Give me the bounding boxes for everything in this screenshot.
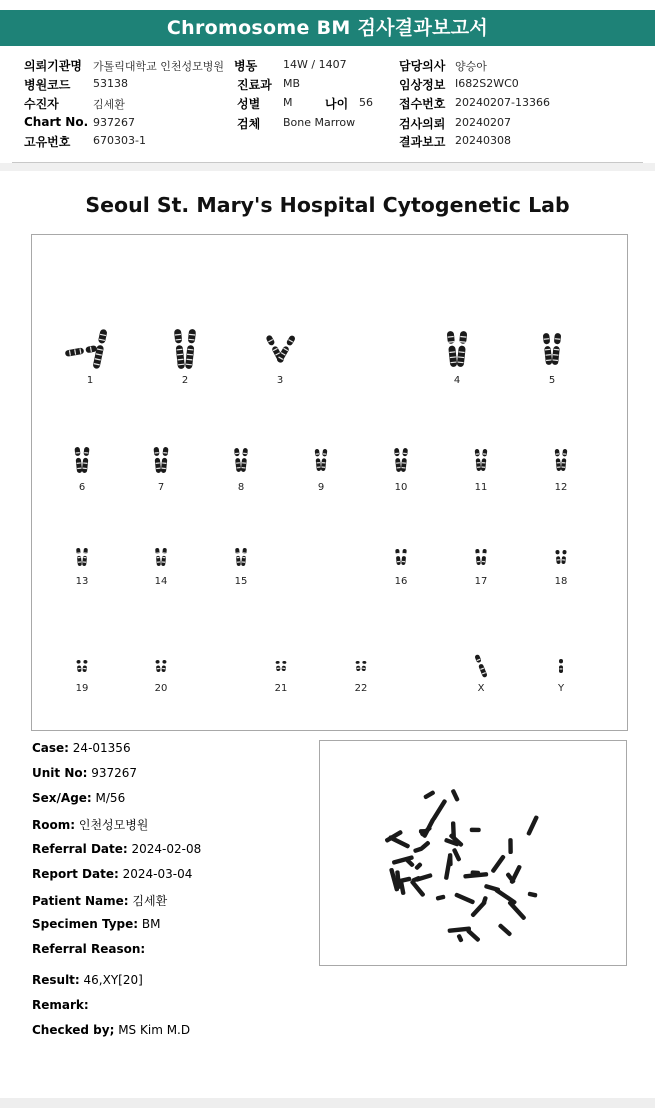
metaphase-panel bbox=[319, 740, 627, 966]
info-col1-4-value: 670303-1 bbox=[93, 134, 146, 147]
metaphase-chromosome bbox=[454, 892, 475, 905]
info-col1-0-label: 의뢰기관명 bbox=[24, 59, 82, 73]
metaphase-image bbox=[320, 741, 626, 965]
chromosome-label-4: 4 bbox=[453, 375, 461, 386]
detail-label: Room: bbox=[32, 818, 76, 832]
detail-row bbox=[32, 973, 143, 987]
detail-value: 2024-03-04 bbox=[118, 867, 193, 881]
info-col2-0-label: 병동 bbox=[234, 59, 258, 73]
info-col2-3-value: Bone Marrow bbox=[283, 116, 356, 129]
chromosome-7 bbox=[153, 447, 168, 473]
info-col1-0-value: 가톨릭대학교 인천성모병원 bbox=[93, 60, 225, 73]
chromosome-label-20: 20 bbox=[154, 683, 168, 694]
metaphase-chromosome bbox=[508, 838, 513, 854]
info-col1-1-value: 53138 bbox=[93, 77, 128, 90]
chromosome-label-18: 18 bbox=[554, 576, 568, 587]
detail-row bbox=[32, 942, 145, 956]
chromosome-label-3: 3 bbox=[276, 375, 284, 386]
detail-row bbox=[32, 791, 125, 805]
chromosome-label-6: 6 bbox=[78, 482, 86, 493]
chromosome-5 bbox=[543, 333, 562, 365]
metaphase-chromosome bbox=[470, 870, 480, 875]
chromosome-label-x: X bbox=[477, 683, 485, 694]
info-col3-1-label: 임상정보 bbox=[399, 78, 446, 92]
info-age-label: 나이 bbox=[325, 97, 349, 111]
chromosome-label-9: 9 bbox=[317, 482, 325, 493]
chromosome-22 bbox=[355, 661, 366, 671]
chromosome-17 bbox=[475, 549, 487, 565]
karyotype-panel bbox=[31, 234, 628, 731]
metaphase-chromosome bbox=[450, 789, 459, 802]
info-col3-2-label: 접수번호 bbox=[399, 97, 446, 111]
metaphase-chromosome bbox=[415, 873, 433, 882]
info-col2-1-label: 진료과 bbox=[237, 78, 272, 92]
chromosome-11 bbox=[475, 449, 488, 471]
chromosome-label-y: Y bbox=[557, 683, 565, 694]
chromosome-2 bbox=[174, 329, 196, 370]
info-col3-0-label: 담당의사 bbox=[399, 59, 446, 73]
chromosome-6 bbox=[74, 447, 89, 473]
info-col1-2-label: 수진자 bbox=[24, 97, 59, 111]
chromosome-14 bbox=[155, 548, 167, 566]
chromosome-label-11: 11 bbox=[474, 482, 488, 493]
chromosome-label-19: 19 bbox=[75, 683, 89, 694]
chromosome-label-8: 8 bbox=[237, 482, 245, 493]
metaphase-chromosome bbox=[423, 790, 436, 800]
chromosome-15 bbox=[235, 548, 247, 566]
chromosome-label-16: 16 bbox=[394, 576, 408, 587]
chromosome-label-1: 1 bbox=[86, 375, 94, 386]
footer-band bbox=[0, 1098, 655, 1108]
info-col1-4-label: 고유번호 bbox=[24, 135, 71, 149]
detail-value: 2024-02-08 bbox=[127, 842, 202, 856]
chromosome-label-14: 14 bbox=[154, 576, 168, 587]
metaphase-chromosome bbox=[456, 934, 463, 943]
chromosome-label-10: 10 bbox=[394, 482, 408, 493]
info-col2-2-label: 성별 bbox=[237, 97, 261, 111]
detail-row bbox=[32, 867, 192, 881]
detail-label: Case: bbox=[32, 741, 69, 755]
metaphase-chromosome bbox=[526, 815, 539, 836]
detail-label: Remark: bbox=[32, 998, 89, 1012]
detail-row bbox=[32, 917, 160, 931]
detail-row bbox=[32, 892, 167, 909]
header-band bbox=[0, 163, 655, 171]
detail-row bbox=[32, 766, 137, 780]
detail-value: M/56 bbox=[91, 791, 126, 805]
chromosome-label-15: 15 bbox=[234, 576, 248, 587]
metaphase-chromosome bbox=[431, 799, 448, 822]
detail-label: Patient Name: bbox=[32, 894, 129, 908]
metaphase-chromosome bbox=[451, 821, 456, 839]
chromosome-label-13: 13 bbox=[75, 576, 89, 587]
info-age-value: 56 bbox=[359, 96, 373, 109]
chromosome-10 bbox=[394, 448, 408, 472]
metaphase-chromosome bbox=[484, 884, 501, 893]
metaphase-chromosome bbox=[452, 848, 462, 862]
info-col1-1-label: 병원코드 bbox=[24, 78, 71, 92]
chromosome-label-21: 21 bbox=[274, 683, 288, 694]
detail-row bbox=[32, 1023, 190, 1037]
metaphase-chromosome bbox=[419, 829, 429, 834]
metaphase-chromosome bbox=[413, 846, 424, 853]
detail-label: Unit No: bbox=[32, 766, 88, 780]
chromosome-20 bbox=[155, 660, 166, 672]
detail-value: BM bbox=[138, 917, 161, 931]
chromosome-label-22: 22 bbox=[354, 683, 368, 694]
detail-row bbox=[32, 842, 201, 856]
metaphase-chromosome bbox=[470, 828, 481, 832]
chromosome-18 bbox=[555, 550, 566, 564]
chromosome-3 bbox=[265, 334, 296, 363]
metaphase-chromosome bbox=[507, 900, 527, 921]
info-col3-1-value: I682S2WC0 bbox=[455, 77, 519, 90]
detail-row bbox=[32, 816, 148, 833]
metaphase-chromosome bbox=[414, 862, 423, 871]
chromosome-label-5: 5 bbox=[548, 375, 556, 386]
report-title: Chromosome BM 검사결과보고서 bbox=[0, 10, 655, 46]
detail-value: 24-01356 bbox=[68, 741, 131, 755]
detail-value: MS Kim M.D bbox=[114, 1023, 191, 1037]
info-col1-3-label: Chart No. bbox=[24, 115, 89, 129]
metaphase-chromosome bbox=[498, 923, 513, 937]
detail-label: Referral Date: bbox=[32, 842, 128, 856]
metaphase-chromosome bbox=[444, 854, 453, 880]
info-col3-4-value: 20240308 bbox=[455, 134, 511, 147]
detail-value: 인천성모병원 bbox=[75, 818, 149, 832]
chromosome-y bbox=[559, 659, 563, 673]
chromosome-label-17: 17 bbox=[474, 576, 488, 587]
info-col2-0-value: 14W / 1407 bbox=[283, 58, 347, 71]
detail-row bbox=[32, 998, 89, 1012]
chromosome-1 bbox=[65, 329, 108, 370]
chromosome-4 bbox=[447, 331, 468, 368]
chromosome-x bbox=[474, 654, 487, 678]
chromosome-label-7: 7 bbox=[157, 482, 165, 493]
info-col3-3-value: 20240207 bbox=[455, 116, 511, 129]
metaphase-chromosome bbox=[410, 879, 426, 897]
info-col3-4-label: 결과보고 bbox=[399, 135, 446, 149]
detail-value: 김세환 bbox=[128, 894, 168, 908]
metaphase-chromosome bbox=[527, 891, 537, 897]
chromosome-12 bbox=[555, 449, 568, 471]
detail-value: 937267 bbox=[87, 766, 138, 780]
detail-label: Result: bbox=[32, 973, 80, 987]
detail-row bbox=[32, 741, 131, 755]
chromosome-label-2: 2 bbox=[181, 375, 189, 386]
info-col1-3-value: 937267 bbox=[93, 116, 135, 129]
metaphase-chromosome bbox=[435, 894, 445, 900]
chromosome-label-12: 12 bbox=[554, 482, 568, 493]
metaphase-chromosome bbox=[481, 896, 488, 905]
detail-label: Referral Reason: bbox=[32, 942, 146, 956]
chromosome-19 bbox=[76, 660, 87, 672]
chromosome-16 bbox=[395, 549, 407, 565]
chromosome-9 bbox=[315, 449, 328, 471]
info-col3-3-label: 검사의뢰 bbox=[399, 117, 446, 131]
chromosome-21 bbox=[275, 661, 286, 671]
detail-label: Checked by; bbox=[32, 1023, 115, 1037]
chromosome-13 bbox=[76, 548, 88, 566]
info-col3-0-value: 양승아 bbox=[455, 60, 487, 73]
detail-label: Specimen Type: bbox=[32, 917, 139, 931]
info-col3-2-value: 20240207-13366 bbox=[455, 96, 550, 109]
info-col1-2-value: 김세환 bbox=[93, 98, 125, 111]
detail-value: 46,XY[20] bbox=[79, 973, 143, 987]
chromosome-8 bbox=[234, 448, 248, 472]
info-col2-2-value: M bbox=[283, 96, 293, 109]
metaphase-chromosome bbox=[490, 854, 506, 873]
info-col2-3-label: 검체 bbox=[237, 117, 261, 131]
detail-label: Report Date: bbox=[32, 867, 119, 881]
info-col2-1-value: MB bbox=[283, 77, 301, 90]
lab-title: Seoul St. Mary's Hospital Cytogenetic Lab bbox=[85, 193, 570, 217]
detail-label: Sex/Age: bbox=[32, 791, 92, 805]
